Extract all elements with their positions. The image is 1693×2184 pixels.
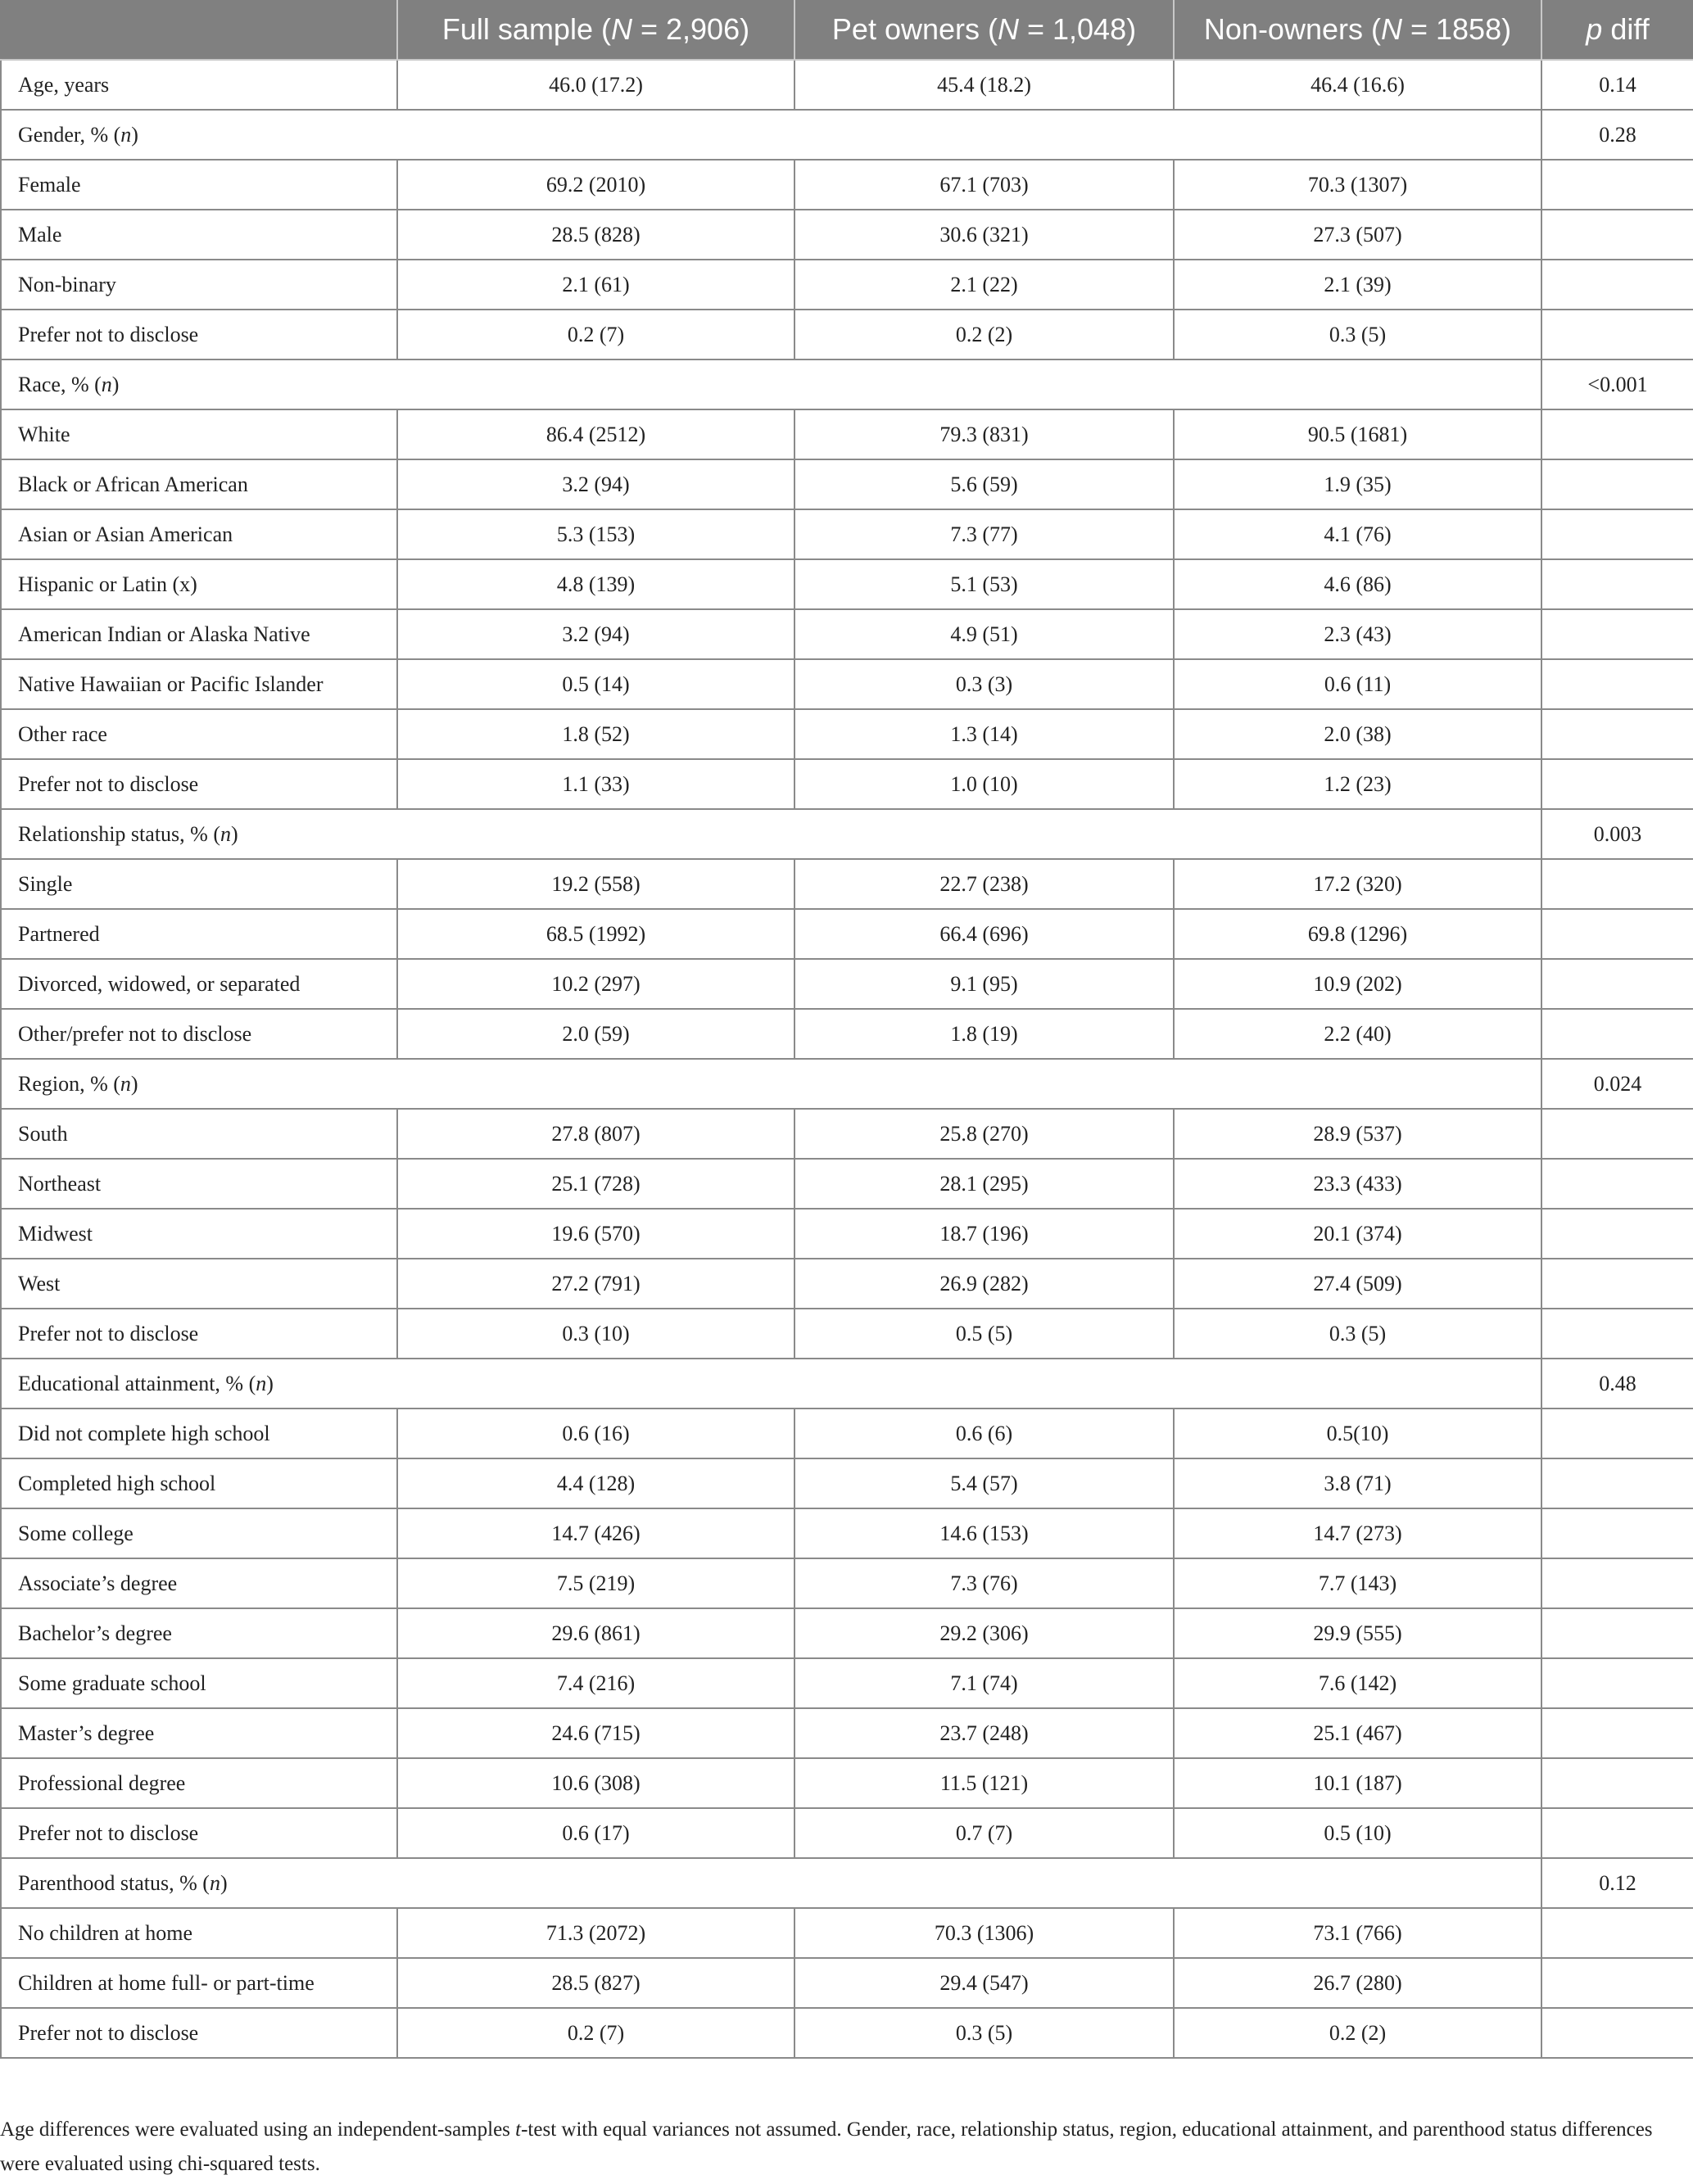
table-row (1, 1708, 1693, 1758)
header-pet-owners: Pet owners (N = 1,048) (794, 0, 1174, 60)
table-body (1, 60, 1693, 2058)
p-value-cell (1541, 609, 1693, 659)
table-row (1, 1009, 1693, 1059)
non-owners-cell: 3.8 (71) (1174, 1458, 1541, 1508)
p-value-cell: 0.28 (1541, 110, 1693, 160)
pet-owners-cell: 0.3 (5) (794, 2008, 1174, 2058)
p-value-cell (1541, 1109, 1693, 1159)
pet-owners-cell: 5.1 (53) (794, 559, 1174, 609)
full-sample-cell: 1.8 (52) (397, 709, 794, 759)
non-owners-cell: 29.9 (555) (1174, 1608, 1541, 1658)
table-row (1, 1958, 1693, 2008)
pet-owners-cell: 4.9 (51) (794, 609, 1174, 659)
p-value-cell (1541, 1958, 1693, 2008)
p-value-cell (1541, 559, 1693, 609)
full-sample-cell: 29.6 (861) (397, 1608, 794, 1658)
p-value-cell (1541, 459, 1693, 509)
table-row (1, 2008, 1693, 2058)
table-row (1, 459, 1693, 509)
section-header-row (1, 359, 1693, 409)
section-header-row (1, 809, 1693, 859)
table-row (1, 1508, 1693, 1558)
p-value-cell (1541, 1009, 1693, 1059)
pet-owners-cell: 14.6 (153) (794, 1508, 1174, 1558)
row-label: American Indian or Alaska Native (1, 609, 397, 659)
full-sample-cell: 4.4 (128) (397, 1458, 794, 1508)
row-label: Associate’s degree (1, 1558, 397, 1608)
non-owners-cell: 20.1 (374) (1174, 1209, 1541, 1259)
pet-owners-cell: 1.3 (14) (794, 709, 1174, 759)
pet-owners-cell: 1.8 (19) (794, 1009, 1174, 1059)
row-label: Female (1, 160, 397, 210)
row-label: Some graduate school (1, 1658, 397, 1708)
non-owners-cell: 0.6 (11) (1174, 659, 1541, 709)
section-label: Race, % (n) (1, 359, 1541, 409)
pet-owners-cell: 22.7 (238) (794, 859, 1174, 909)
pet-owners-cell: 11.5 (121) (794, 1758, 1174, 1808)
section-label: Parenthood status, % (n) (1, 1858, 1541, 1908)
p-value-cell (1541, 1758, 1693, 1808)
p-value-cell (1541, 1409, 1693, 1458)
non-owners-cell: 10.1 (187) (1174, 1758, 1541, 1808)
p-value-cell (1541, 1209, 1693, 1259)
row-label: Hispanic or Latin (x) (1, 559, 397, 609)
pet-owners-cell: 5.4 (57) (794, 1458, 1174, 1508)
row-label: Northeast (1, 1159, 397, 1209)
row-label: Other/prefer not to disclose (1, 1009, 397, 1059)
p-value-cell: <0.001 (1541, 359, 1693, 409)
non-owners-cell: 7.6 (142) (1174, 1658, 1541, 1708)
p-value-cell (1541, 1159, 1693, 1209)
non-owners-cell: 1.2 (23) (1174, 759, 1541, 809)
full-sample-cell: 1.1 (33) (397, 759, 794, 809)
pet-owners-cell: 9.1 (95) (794, 959, 1174, 1009)
pet-owners-cell: 0.3 (3) (794, 659, 1174, 709)
row-label: Master’s degree (1, 1708, 397, 1758)
full-sample-cell: 5.3 (153) (397, 509, 794, 559)
p-value-cell (1541, 1908, 1693, 1958)
pet-owners-cell: 1.0 (10) (794, 759, 1174, 809)
table-row (1, 1209, 1693, 1259)
full-sample-cell: 25.1 (728) (397, 1159, 794, 1209)
pet-owners-cell: 0.2 (2) (794, 310, 1174, 359)
p-value-cell (1541, 1458, 1693, 1508)
non-owners-cell: 0.3 (5) (1174, 1309, 1541, 1359)
table-row (1, 659, 1693, 709)
row-label: Other race (1, 709, 397, 759)
table-row (1, 1259, 1693, 1309)
table-row (1, 1808, 1693, 1858)
row-label: White (1, 409, 397, 459)
table-row (1, 709, 1693, 759)
p-value-cell (1541, 1309, 1693, 1359)
table-row (1, 1309, 1693, 1359)
full-sample-cell: 68.5 (1992) (397, 909, 794, 959)
pet-owners-cell: 25.8 (270) (794, 1109, 1174, 1159)
table-row (1, 1109, 1693, 1159)
table-row (1, 1409, 1693, 1458)
table-row (1, 1159, 1693, 1209)
pet-owners-cell: 67.1 (703) (794, 160, 1174, 210)
row-label: Midwest (1, 1209, 397, 1259)
table-header-row (1, 0, 1693, 60)
row-label: Partnered (1, 909, 397, 959)
p-value-cell (1541, 260, 1693, 310)
table-row (1, 310, 1693, 359)
full-sample-cell: 3.2 (94) (397, 609, 794, 659)
full-sample-cell: 28.5 (828) (397, 210, 794, 260)
full-sample-cell: 71.3 (2072) (397, 1908, 794, 1958)
pet-owners-cell: 5.6 (59) (794, 459, 1174, 509)
non-owners-cell: 2.0 (38) (1174, 709, 1541, 759)
table-row (1, 1908, 1693, 1958)
full-sample-cell: 3.2 (94) (397, 459, 794, 509)
full-sample-cell: 0.6 (17) (397, 1808, 794, 1858)
p-value-cell: 0.14 (1541, 60, 1693, 110)
full-sample-cell: 46.0 (17.2) (397, 60, 794, 110)
p-value-cell (1541, 759, 1693, 809)
header-non-owners: Non-owners (N = 1858) (1174, 0, 1541, 60)
table-row (1, 60, 1693, 110)
p-value-cell (1541, 1259, 1693, 1309)
pet-owners-cell: 30.6 (321) (794, 210, 1174, 260)
table-row (1, 609, 1693, 659)
pet-owners-cell: 2.1 (22) (794, 260, 1174, 310)
p-value-cell (1541, 859, 1693, 909)
full-sample-cell: 14.7 (426) (397, 1508, 794, 1558)
table-row (1, 759, 1693, 809)
row-label: Black or African American (1, 459, 397, 509)
full-sample-cell: 19.2 (558) (397, 859, 794, 909)
p-value-cell (1541, 210, 1693, 260)
non-owners-cell: 90.5 (1681) (1174, 409, 1541, 459)
full-sample-cell: 0.5 (14) (397, 659, 794, 709)
p-value-cell: 0.48 (1541, 1359, 1693, 1409)
non-owners-cell: 7.7 (143) (1174, 1558, 1541, 1608)
table-row (1, 1758, 1693, 1808)
non-owners-cell: 0.5(10) (1174, 1409, 1541, 1458)
full-sample-cell: 27.8 (807) (397, 1109, 794, 1159)
non-owners-cell: 46.4 (16.6) (1174, 60, 1541, 110)
pet-owners-cell: 0.6 (6) (794, 1409, 1174, 1458)
non-owners-cell: 2.2 (40) (1174, 1009, 1541, 1059)
section-header-row (1, 1059, 1693, 1109)
row-label: Prefer not to disclose (1, 310, 397, 359)
p-value-cell (1541, 1808, 1693, 1858)
p-value-cell (1541, 160, 1693, 210)
p-value-cell (1541, 709, 1693, 759)
pet-owners-cell: 18.7 (196) (794, 1209, 1174, 1259)
pet-owners-cell: 7.1 (74) (794, 1658, 1174, 1708)
non-owners-cell: 17.2 (320) (1174, 859, 1541, 909)
table-row (1, 210, 1693, 260)
full-sample-cell: 19.6 (570) (397, 1209, 794, 1259)
row-label: Age, years (1, 60, 397, 110)
p-value-cell: 0.003 (1541, 809, 1693, 859)
section-label: Educational attainment, % (n) (1, 1359, 1541, 1409)
p-value-cell (1541, 1608, 1693, 1658)
p-value-cell (1541, 509, 1693, 559)
p-value-cell: 0.024 (1541, 1059, 1693, 1109)
pet-owners-cell: 45.4 (18.2) (794, 60, 1174, 110)
table-row (1, 559, 1693, 609)
pet-owners-cell: 29.2 (306) (794, 1608, 1174, 1658)
section-header-row (1, 110, 1693, 160)
section-header-row (1, 1858, 1693, 1908)
pet-owners-cell: 23.7 (248) (794, 1708, 1174, 1758)
row-label: Completed high school (1, 1458, 397, 1508)
p-value-cell: 0.12 (1541, 1858, 1693, 1908)
table-row (1, 260, 1693, 310)
p-value-cell (1541, 1708, 1693, 1758)
pet-owners-cell: 29.4 (547) (794, 1958, 1174, 2008)
row-label: Asian or Asian American (1, 509, 397, 559)
row-label: No children at home (1, 1908, 397, 1958)
non-owners-cell: 10.9 (202) (1174, 959, 1541, 1009)
table-row (1, 959, 1693, 1009)
full-sample-cell: 24.6 (715) (397, 1708, 794, 1758)
full-sample-cell: 86.4 (2512) (397, 409, 794, 459)
header-p-diff: p diff (1541, 0, 1693, 60)
non-owners-cell: 27.4 (509) (1174, 1259, 1541, 1309)
pet-owners-cell: 70.3 (1306) (794, 1908, 1174, 1958)
section-label: Region, % (n) (1, 1059, 1541, 1109)
full-sample-cell: 7.5 (219) (397, 1558, 794, 1608)
pet-owners-cell: 7.3 (76) (794, 1558, 1174, 1608)
pet-owners-cell: 66.4 (696) (794, 909, 1174, 959)
table-row (1, 909, 1693, 959)
p-value-cell (1541, 1558, 1693, 1608)
non-owners-cell: 0.3 (5) (1174, 310, 1541, 359)
row-label: Prefer not to disclose (1, 1309, 397, 1359)
p-value-cell (1541, 409, 1693, 459)
full-sample-cell: 7.4 (216) (397, 1658, 794, 1708)
non-owners-cell: 2.1 (39) (1174, 260, 1541, 310)
full-sample-cell: 10.6 (308) (397, 1758, 794, 1808)
non-owners-cell: 14.7 (273) (1174, 1508, 1541, 1558)
non-owners-cell: 27.3 (507) (1174, 210, 1541, 260)
row-label: South (1, 1109, 397, 1159)
row-label: Divorced, widowed, or separated (1, 959, 397, 1009)
p-value-cell (1541, 909, 1693, 959)
pet-owners-cell: 26.9 (282) (794, 1259, 1174, 1309)
section-label: Gender, % (n) (1, 110, 1541, 160)
non-owners-cell: 26.7 (280) (1174, 1958, 1541, 2008)
p-value-cell (1541, 1508, 1693, 1558)
table-row (1, 409, 1693, 459)
header-full-sample: Full sample (N = 2,906) (397, 0, 794, 60)
p-value-cell (1541, 959, 1693, 1009)
full-sample-cell: 28.5 (827) (397, 1958, 794, 2008)
table-row (1, 160, 1693, 210)
non-owners-cell: 1.9 (35) (1174, 459, 1541, 509)
full-sample-cell: 27.2 (791) (397, 1259, 794, 1309)
table-row (1, 1558, 1693, 1608)
non-owners-cell: 25.1 (467) (1174, 1708, 1541, 1758)
table-footnote: Age differences were evaluated using an independent-samples t-test with equal variances not assumed. Gender, race, relationship status, region, educational attainment, and parenthood status differences were evaluated using chi-squared tests. (0, 2118, 1653, 2175)
full-sample-cell: 0.2 (7) (397, 2008, 794, 2058)
row-label: Native Hawaiian or Pacific Islander (1, 659, 397, 709)
full-sample-cell: 2.1 (61) (397, 260, 794, 310)
header-label-column (1, 0, 397, 60)
full-sample-cell: 0.3 (10) (397, 1309, 794, 1359)
pet-owners-cell: 28.1 (295) (794, 1159, 1174, 1209)
non-owners-cell: 69.8 (1296) (1174, 909, 1541, 959)
non-owners-cell: 0.5 (10) (1174, 1808, 1541, 1858)
table-row (1, 1458, 1693, 1508)
row-label: Bachelor’s degree (1, 1608, 397, 1658)
p-value-cell (1541, 310, 1693, 359)
row-label: Children at home full- or part-time (1, 1958, 397, 2008)
non-owners-cell: 4.1 (76) (1174, 509, 1541, 559)
table-row (1, 1608, 1693, 1658)
full-sample-cell: 0.2 (7) (397, 310, 794, 359)
section-header-row (1, 1359, 1693, 1409)
section-label: Relationship status, % (n) (1, 809, 1541, 859)
pet-owners-cell: 0.5 (5) (794, 1309, 1174, 1359)
p-value-cell (1541, 659, 1693, 709)
non-owners-cell: 73.1 (766) (1174, 1908, 1541, 1958)
table-row (1, 509, 1693, 559)
non-owners-cell: 0.2 (2) (1174, 2008, 1541, 2058)
row-label: Did not complete high school (1, 1409, 397, 1458)
row-label: Professional degree (1, 1758, 397, 1808)
non-owners-cell: 70.3 (1307) (1174, 160, 1541, 210)
pet-owners-cell: 79.3 (831) (794, 409, 1174, 459)
full-sample-cell: 0.6 (16) (397, 1409, 794, 1458)
full-sample-cell: 10.2 (297) (397, 959, 794, 1009)
row-label: Prefer not to disclose (1, 759, 397, 809)
table-row (1, 1658, 1693, 1708)
row-label: Prefer not to disclose (1, 1808, 397, 1858)
row-label: Some college (1, 1508, 397, 1558)
non-owners-cell: 23.3 (433) (1174, 1159, 1541, 1209)
table-row (1, 859, 1693, 909)
row-label: Single (1, 859, 397, 909)
non-owners-cell: 28.9 (537) (1174, 1109, 1541, 1159)
full-sample-cell: 4.8 (139) (397, 559, 794, 609)
row-label: Non-binary (1, 260, 397, 310)
row-label: West (1, 1259, 397, 1309)
non-owners-cell: 2.3 (43) (1174, 609, 1541, 659)
p-value-cell (1541, 1658, 1693, 1708)
non-owners-cell: 4.6 (86) (1174, 559, 1541, 609)
full-sample-cell: 69.2 (2010) (397, 160, 794, 210)
row-label: Prefer not to disclose (1, 2008, 397, 2058)
pet-owners-cell: 0.7 (7) (794, 1808, 1174, 1858)
p-value-cell (1541, 2008, 1693, 2058)
pet-owners-cell: 7.3 (77) (794, 509, 1174, 559)
row-label: Male (1, 210, 397, 260)
full-sample-cell: 2.0 (59) (397, 1009, 794, 1059)
